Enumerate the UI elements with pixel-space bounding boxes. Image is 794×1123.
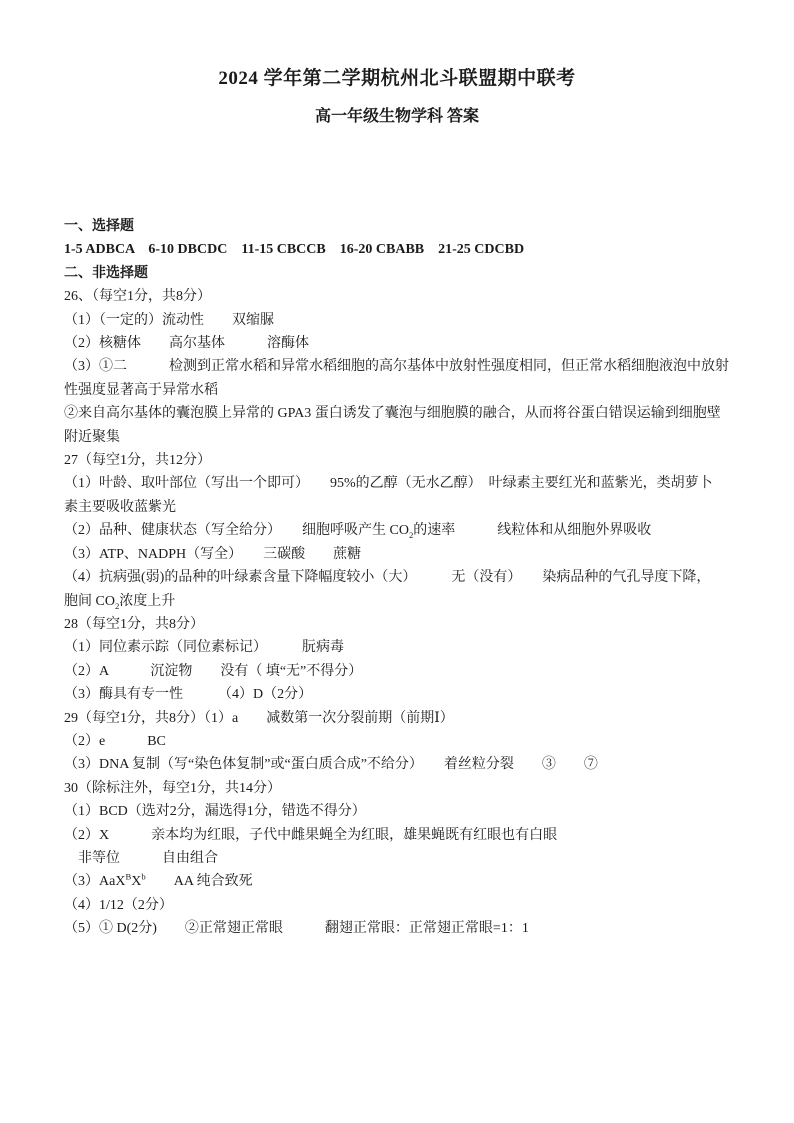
q30-answer-4: （4）1/12（2分）: [64, 897, 173, 913]
q28-answer-2: （2）A 沉淀物 没有（ 填“无”不得分）: [64, 663, 363, 679]
document-body: [64, 215, 748, 941]
q27-answer-4-line1: （4）抗病强(弱)的品种的叶绿素含量下降幅度较小（大） 无（没有） 染病品种的气孔导度下降，: [64, 570, 711, 586]
q27-answer-1-line1: （1）叶龄、取叶部位（写出一个即可） 95%的乙醇（无水乙醇） 叶绿素主要红光和蓝紫光，类胡萝卜: [64, 476, 713, 492]
q27-answer-3: （3）ATP、NADPH（写全） 三碳酸 蔗糖: [64, 546, 362, 562]
q26-answer-2: （2）核糖体 高尔基体 溶酶体: [64, 336, 309, 352]
q26-answer-3-line3: ②来自高尔基体的囊泡膜上异常的 GPA3 蛋白诱发了囊泡与细胞膜的融合，从而将谷蛋白错误运输到细胞壁: [64, 406, 721, 422]
q26-answer-1: （1）（一定的）流动性 双缩脲: [64, 312, 274, 328]
q30-answer-2-line1: （2）X 亲本均为红眼，子代中雌果蝇全为红眼，雄果蝇既有红眼也有白眼: [64, 827, 558, 843]
q26-header: 26、（每空1分，共8分）: [64, 289, 211, 305]
q27-answer-1-line2: 素主要吸收蓝紫光: [64, 499, 176, 515]
document-subtitle: 高一年级生物学科 答案: [314, 108, 479, 125]
q29-answer-3: （3）DNA 复制（写“染色体复制”或“蛋白质合成”不给分） 着丝粒分裂 ③ ⑦: [64, 757, 598, 773]
q28-header: 28（每空1分，共8分）: [64, 616, 204, 632]
q27-answer-2: （2）品种、健康状态（写全给分） 细胞呼吸产生 $CO_2$的速率 线粒体和从细胞外界吸收: [64, 523, 652, 541]
q29-answer-2: （2）e BC: [64, 733, 166, 749]
q28-answer-3-4: （3）酶具有专一性 （4）D（2分）: [64, 687, 313, 703]
q26-answer-3-line1: （3）①二 检测到正常水稻和异常水稻细胞的高尔基体中放射性强度相同，但正常水稻细胞液泡中放射: [64, 359, 729, 375]
q30-header: 30（除标注外，每空1分，共14分）: [64, 780, 281, 796]
q28-answer-1: （1）同位素示踪（同位素标记） 朊病毒: [64, 640, 344, 656]
choice-answers: 1-5 ADBCA 6-10 DBCDC 11-15 CBCCB 16-20 CBABB 21-25 CDCBD: [64, 242, 525, 258]
q27-answer-4-line2: 胞间 $CO_2$浓度上升: [64, 593, 176, 611]
q30-answer-3: $(3)AaX^BX^b$ AA 纯合致死: [64, 871, 253, 890]
section-1-heading: 一、选择题: [64, 219, 134, 234]
section-2-heading: 二、非选择题: [64, 265, 148, 281]
q27-header: 27（每空1分，共12分）: [64, 453, 211, 469]
q29-header-answer-1: 29（每空1分，共8分）（1）a 减数第一次分裂前期（前期Ⅰ）: [64, 710, 454, 726]
q26-answer-3-line4: 附近聚集: [64, 429, 120, 445]
q30-answer-2-line2: 非等位 自由组合: [64, 850, 218, 866]
q26-answer-3-line2: 性强度显著高于异常水稻: [64, 382, 218, 398]
document-title: 2024 学年第二学期杭州北斗联盟期中联考: [218, 68, 576, 89]
q30-answer-5: （5）① D(2分) ②正常翅正常眼 翻翅正常眼：正常翅正常眼=1：1: [64, 921, 529, 937]
q30-answer-1: （1）BCD（选对2分，漏选得1分，错选不得分）: [64, 804, 366, 820]
